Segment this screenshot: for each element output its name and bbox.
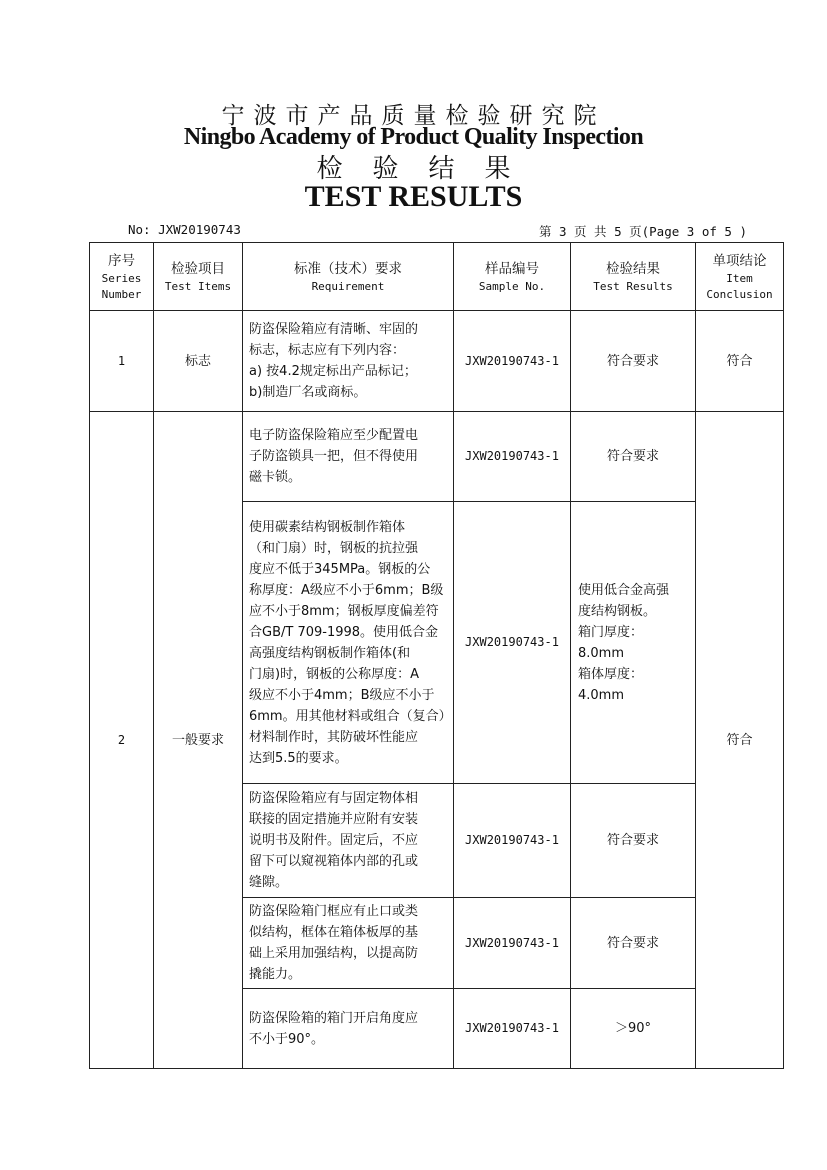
test-result: 符合要求 [571, 311, 696, 412]
sample-number: JXW20190743-1 [454, 989, 571, 1069]
test-item: 一般要求 [154, 412, 243, 1069]
col-header-result-en: Test Results [593, 279, 673, 293]
requirement-line: 称厚度：A级应不小于6mm；B级 [249, 582, 444, 598]
requirement-line: 门扇)时，钢板的公称厚度：A [249, 666, 419, 682]
requirement-cell [243, 502, 454, 784]
col-header-conclusion-cn: 单项结论 [712, 252, 767, 269]
col-header-items-cn: 检验项目 [171, 260, 225, 277]
requirement-line: 应不小于8mm；钢板厚度偏差符 [249, 603, 439, 619]
requirement-line: 似结构，框体在箱体板厚的基 [249, 925, 419, 940]
test-result [571, 502, 696, 784]
requirement-line: 撬能力。 [249, 967, 302, 982]
page-indicator: 第 3 页 共 5 页(Page 3 of 5 ) [538, 224, 747, 239]
table-header-row [90, 243, 784, 311]
requirement-line: 磁卡锁。 [249, 470, 302, 485]
col-header-result [571, 243, 696, 311]
doc-title-en: TEST RESULTS [304, 180, 523, 213]
requirement-line: 6mm。用其他材料或组合（复合） [249, 708, 452, 724]
requirement-line: 电子防盗保险箱应至少配置电 [249, 428, 419, 443]
requirement-line: 防盗保险箱门框应有止口或类 [249, 904, 419, 919]
result-line: 度结构钢板。 [578, 603, 657, 619]
requirement-cell [243, 412, 454, 502]
col-header-items-en: Test Items [164, 279, 232, 293]
item-conclusion: 符合 [696, 412, 784, 1069]
sample-number: JXW20190743-1 [454, 502, 571, 784]
series-number: 2 [90, 412, 154, 1069]
requirement-line: 级应不小于4mm；B级应不小于 [249, 687, 435, 703]
result-line: 使用低合金高强 [578, 582, 670, 598]
doc-title-cn: 检验结果 [316, 154, 541, 184]
col-header-sample [454, 243, 571, 311]
requirement-line: 防盗保险箱应有清晰、牢固的 [249, 322, 419, 337]
requirement-line: 不小于90°。 [249, 1031, 325, 1047]
requirement-line: 留下可以窥视箱体内部的孔或 [249, 854, 419, 869]
sample-number: JXW20190743-1 [454, 784, 571, 898]
sample-number: JXW20190743-1 [454, 898, 571, 989]
requirement-cell [243, 311, 454, 412]
col-header-series [90, 243, 154, 311]
result-line: 箱门厚度：8.0mm [578, 624, 644, 661]
sample-number: JXW20190743-1 [454, 311, 571, 412]
col-header-series-cn: 序号 [108, 252, 135, 269]
col-header-requirement-cn: 标准（技术）要求 [294, 260, 402, 277]
col-header-requirement [243, 243, 454, 311]
col-header-series-en1: Series [101, 271, 142, 285]
col-header-series-en2: Number [101, 287, 142, 301]
requirement-cell [243, 784, 454, 898]
col-header-sample-en: Sample No. [478, 279, 546, 293]
requirement-line: 础上采用加强结构，以提高防 [249, 946, 419, 961]
requirement-cell [243, 898, 454, 989]
requirement-line: 标志，标志应有下列内容： [249, 343, 406, 358]
col-header-conclusion [696, 243, 784, 311]
requirement-line: 防盗保险箱的箱门开启角度应 [249, 1010, 419, 1026]
requirement-line: 度应不低于345MPa。钢板的公 [249, 561, 431, 577]
test-item: 标志 [154, 311, 243, 412]
requirement-line: 缝隙。 [249, 875, 289, 890]
test-result: ＞90° [571, 989, 696, 1069]
org-name-en: Ningbo Academy of Product Quality Inspection [183, 124, 644, 150]
requirement-line: a) 按4.2规定标出产品标记； [249, 364, 417, 379]
requirement-cell [243, 989, 454, 1069]
requirement-line: 子防盗锁具一把，但不得使用 [249, 449, 419, 464]
col-header-conclusion-en2: Conclusion [706, 287, 773, 301]
item-conclusion: 符合 [696, 311, 784, 412]
org-name-cn: 宁波市产品质量检验研究院 [221, 103, 606, 129]
table-row [90, 311, 784, 412]
requirement-line: 说明书及附件。固定后，不应 [249, 833, 419, 848]
requirement-line: b)制造厂名或商标。 [249, 385, 367, 400]
report-number: No: JXW20190743 [128, 222, 241, 237]
col-header-items [154, 243, 243, 311]
requirement-line: 高强度结构钢板制作箱体(和 [249, 645, 411, 661]
requirement-line: 使用碳素结构钢板制作箱体 [249, 519, 406, 535]
requirement-line: （和门扇）时，钢板的抗拉强 [249, 540, 419, 556]
sample-number: JXW20190743-1 [454, 412, 571, 502]
test-result: 符合要求 [571, 898, 696, 989]
requirement-line: 材料制作时，其防破坏性能应 [249, 729, 419, 745]
test-result: 符合要求 [571, 412, 696, 502]
col-header-conclusion-en1: Item [726, 271, 753, 285]
col-header-requirement-en: Requirement [311, 279, 385, 293]
results-table [89, 242, 784, 1069]
requirement-line: 达到5.5的要求。 [249, 750, 348, 766]
requirement-line: 合GB/T 709-1998。使用低合金 [249, 624, 439, 640]
requirement-line: 联接的固定措施并应附有安装 [249, 812, 419, 827]
requirement-line: 防盗保险箱应有与固定物体相 [249, 791, 419, 806]
result-line: 箱体厚度：4.0mm [578, 666, 644, 703]
table-row [90, 412, 784, 502]
col-header-result-cn: 检验结果 [606, 260, 660, 277]
test-result: 符合要求 [571, 784, 696, 898]
series-number: 1 [90, 311, 154, 412]
col-header-sample-cn: 样品编号 [485, 260, 539, 277]
